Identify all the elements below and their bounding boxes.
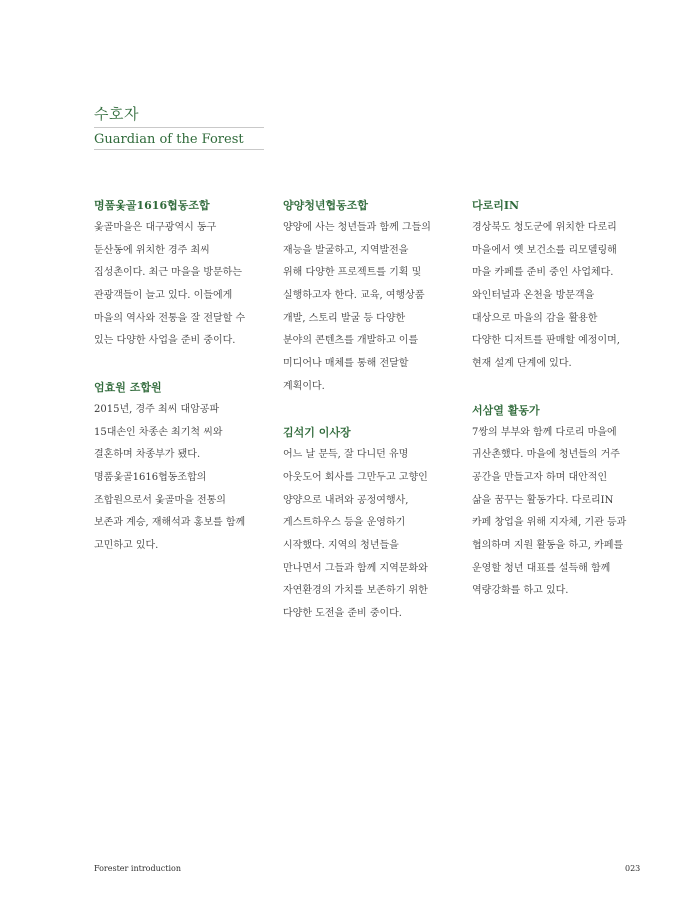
column-1 [94, 194, 272, 558]
text-line: 마을의 역사와 전통을 잘 전달할 수 [94, 312, 246, 324]
text-line: 양양으로 내려와 공정여행사, [283, 494, 409, 506]
text-line: 계획이다. [283, 380, 325, 392]
text-line: 만나면서 그들과 함께 지역문화와 [283, 562, 428, 574]
page-header [94, 103, 264, 150]
section-person [283, 421, 461, 626]
section-title: 김석기 이사장 [283, 426, 351, 440]
text-line: 관광객들이 늘고 있다. 이들에게 [94, 290, 233, 302]
text-line: 있는 다양한 사업을 준비 중이다. [94, 335, 236, 347]
text-line: 실행하고자 한다. 교육, 여행상품 [283, 290, 425, 302]
section-title: 다로리IN [472, 199, 520, 212]
text-line: 협의하며 지원 활동을 하고, 카페를 [472, 539, 624, 551]
text-line: 분야의 콘텐츠를 개발하고 이를 [283, 335, 419, 347]
text-line: 15대손인 차종손 최기척 씨와 [94, 426, 223, 438]
text-line: 아웃도어 회사를 그만두고 고향인 [283, 471, 428, 483]
text-line: 마을 카페를 준비 중인 사업체다. [472, 267, 614, 279]
text-line: 위해 다양한 프로젝트를 기획 및 [283, 267, 422, 279]
text-line: 조합원으로서 옻골마을 전통의 [94, 494, 226, 506]
section-title: 서삼열 활동가 [472, 403, 540, 417]
section-title: 엄효원 조합원 [94, 380, 162, 394]
text-line: 7쌍의 부부와 함께 다로리 마을에 [472, 426, 617, 438]
text-line: 미디어나 매체를 통해 전달할 [283, 358, 409, 370]
text-line: 마을에서 옛 보건소를 리모델링해 [472, 244, 617, 256]
column-2 [283, 194, 461, 626]
section-title: 명품옻골1616협동조합 [94, 199, 210, 212]
text-line: 공간을 만들고자 하며 대안적인 [472, 471, 608, 483]
text-line: 자연환경의 가치를 보존하기 위한 [283, 585, 428, 597]
text-line: 경상북도 청도군에 위치한 다로리 [472, 222, 617, 233]
text-line: 보존과 계승, 재해석과 홍보를 함께 [94, 517, 246, 529]
text-line: 현재 설계 단계에 있다. [472, 358, 572, 370]
text-line: 카페 창업을 위해 지자체, 기관 등과 [472, 517, 627, 529]
text-line: 명품옻골1616협동조합의 [94, 471, 207, 483]
footer-section-label: Forester introduction [94, 864, 181, 873]
section-cooperative [94, 194, 272, 353]
page-number: 023 [625, 864, 641, 873]
text-line: 와인터널과 온천을 방문객을 [472, 290, 595, 302]
text-line: 귀산촌했다. 마을에 청년들의 거주 [472, 449, 620, 461]
text-line: 어느 날 문득, 잘 다니던 유명 [283, 449, 409, 461]
text-line: 고민하고 있다. [94, 539, 159, 551]
text-line: 재능을 발굴하고, 지역발전을 [283, 244, 409, 256]
text-line: 다양한 디저트를 판매할 예정이며, [472, 335, 620, 347]
text-line: 개발, 스토리 발굴 등 다양한 [283, 312, 406, 324]
section-person [472, 399, 650, 604]
text-line: 운영할 청년 대표를 설득해 함께 [472, 562, 611, 574]
header-title-korean: 수호자 [94, 103, 264, 128]
section-cooperative [472, 194, 650, 376]
text-line: 다양한 도전을 준비 중이다. [283, 608, 402, 619]
text-line: 옻골마을은 대구광역시 동구 [94, 222, 217, 233]
section-cooperative [283, 194, 461, 399]
text-line: 결혼하며 차종부가 됐다. [94, 449, 201, 461]
header-title-english: Guardian of the Forest [94, 128, 264, 150]
section-person [94, 376, 272, 558]
section-title: 양양청년협동조합 [283, 199, 369, 212]
text-line: 둔산동에 위치한 경주 최씨 [94, 244, 210, 256]
text-line: 게스트하우스 등을 운영하기 [283, 517, 406, 529]
text-line: 역량강화를 하고 있다. [472, 585, 569, 597]
text-line: 집성촌이다. 최근 마을을 방문하는 [94, 267, 242, 279]
text-line: 삶을 꿈꾸는 활동가다. 다로리IN [472, 494, 614, 506]
text-line: 대상으로 마을의 감을 활용한 [472, 312, 598, 324]
text-line: 시작했다. 지역의 청년들을 [283, 539, 399, 551]
text-line: 2015년, 경주 최씨 대암공파 [94, 403, 220, 415]
text-line: 양양에 사는 청년들과 함께 그들의 [283, 222, 431, 233]
column-3 [472, 194, 650, 603]
